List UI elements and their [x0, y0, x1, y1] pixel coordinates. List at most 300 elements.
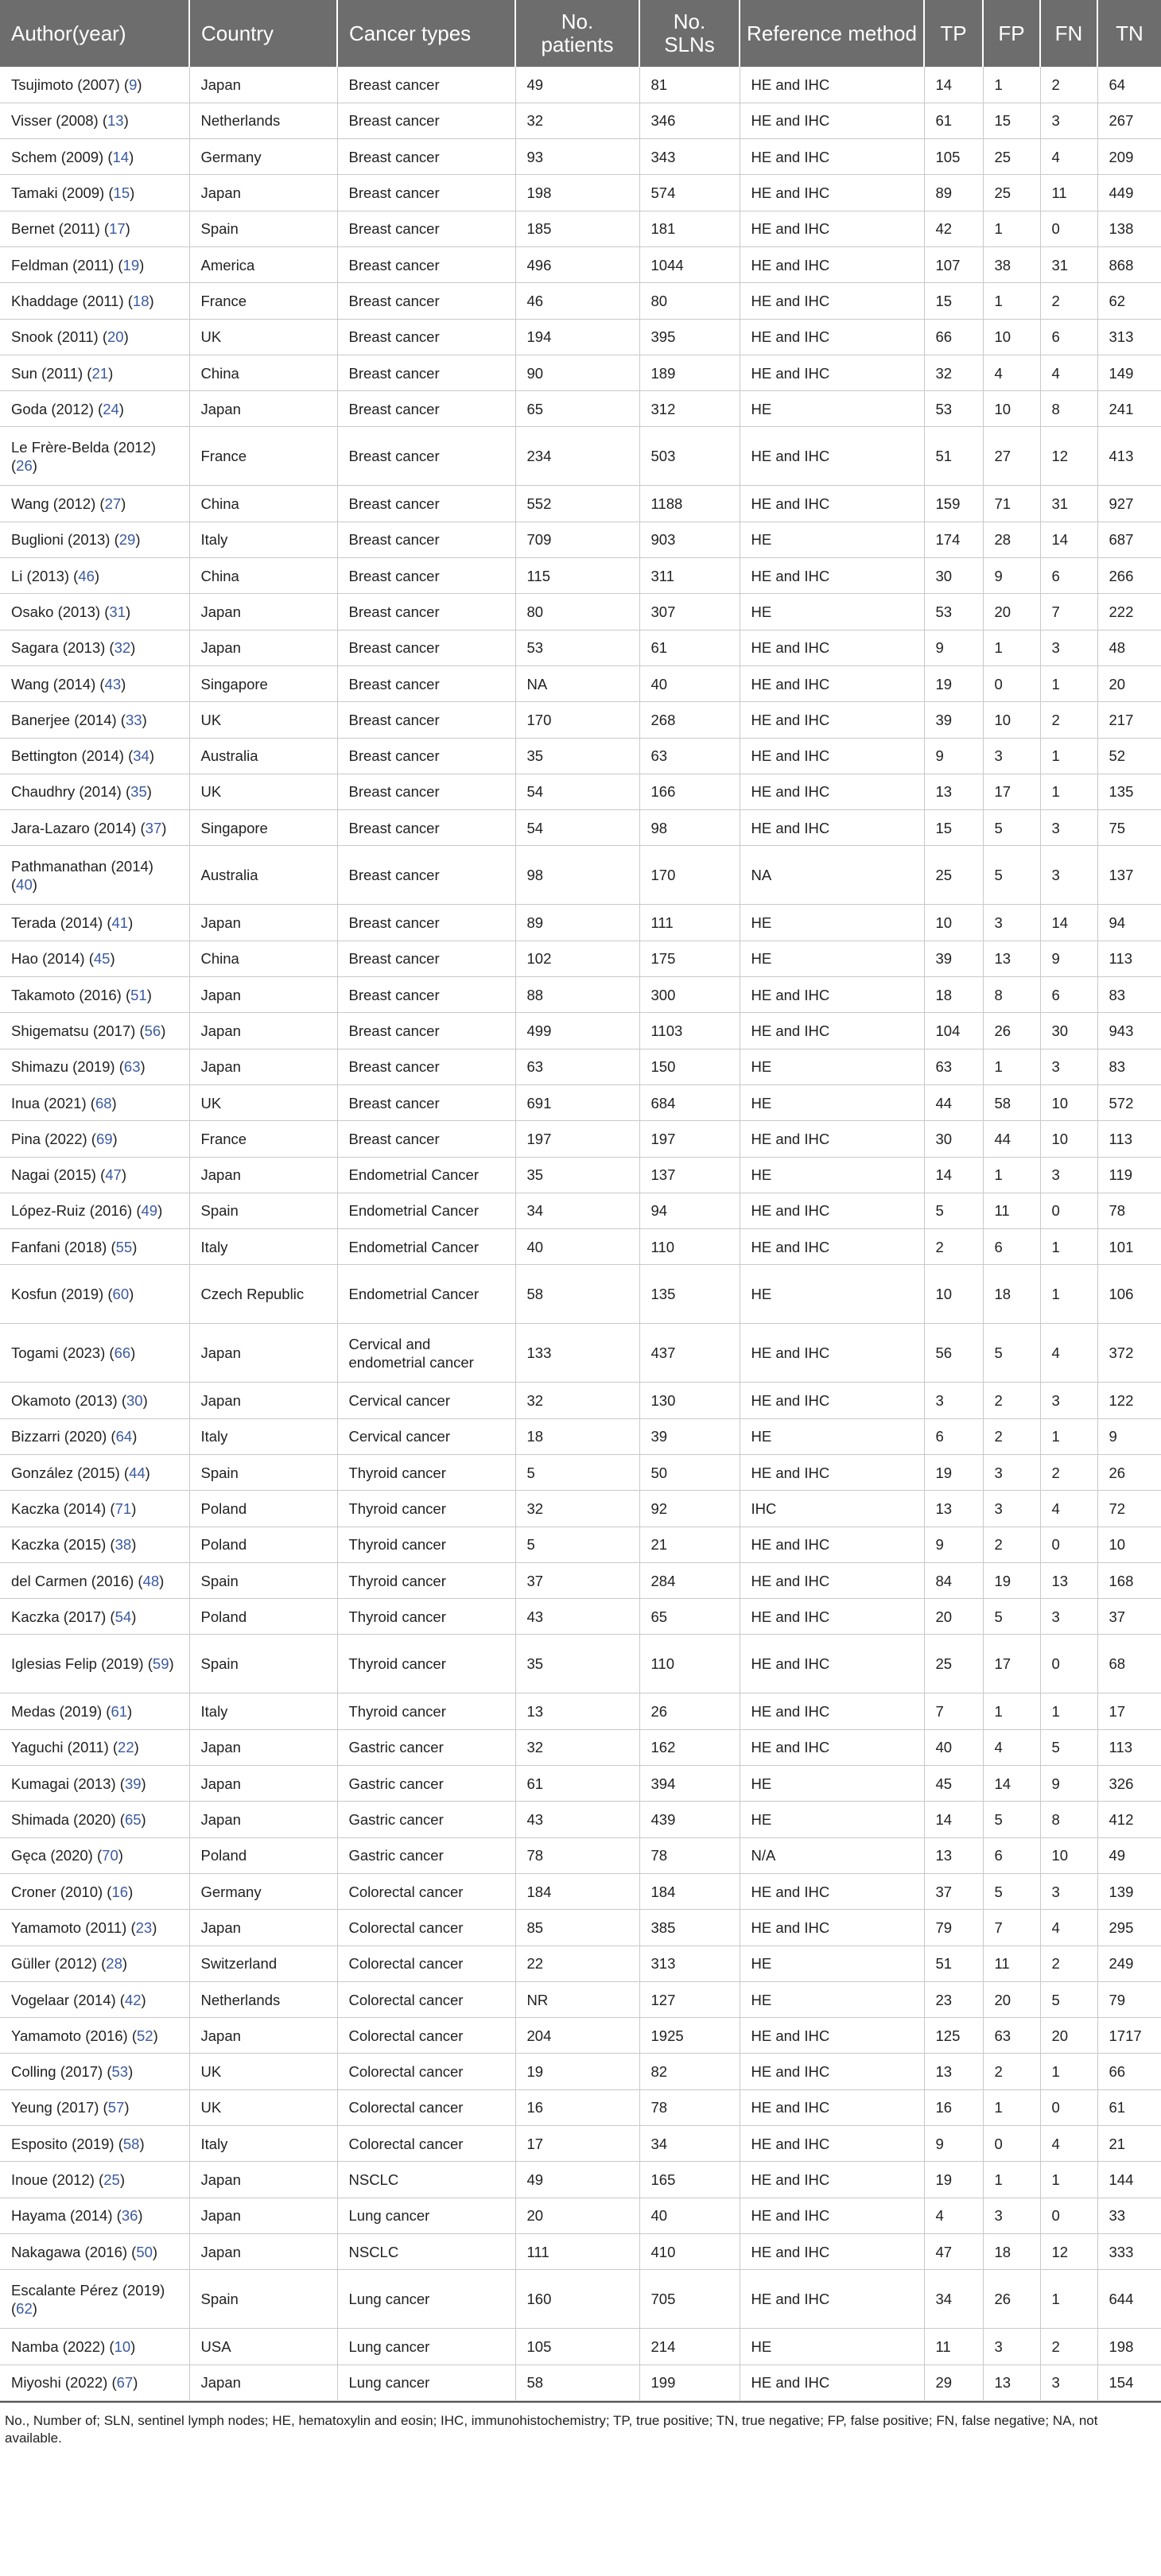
cell-fn: 2: [1040, 702, 1097, 738]
cell-slns: 175: [639, 941, 740, 976]
cell-tp: 45: [924, 1766, 983, 1802]
cell-cancer-type: Breast cancer: [337, 594, 515, 630]
cell-tn: 66: [1097, 2054, 1161, 2089]
reference-link[interactable]: 27: [104, 495, 122, 513]
table-row: [0, 211, 1161, 246]
author-name: Inoue (2012): [11, 2171, 95, 2188]
cell-patients: 19: [515, 2054, 639, 2089]
author-name: Escalante Pérez (2019): [11, 2281, 165, 2299]
cell-tp: 9: [924, 738, 983, 774]
cell-author: Gęca (2020) (70): [0, 1837, 189, 1873]
cell-patients: 198: [515, 175, 639, 211]
header-cancer-types: Cancer types: [337, 0, 515, 67]
reference-link[interactable]: 9: [129, 76, 138, 93]
cell-country: Singapore: [189, 665, 337, 701]
cell-author: Sun (2011) (21): [0, 355, 189, 390]
cell-patients: 691: [515, 1084, 639, 1120]
cell-slns: 684: [639, 1084, 740, 1120]
cell-author: Inua (2021) (68): [0, 1084, 189, 1120]
reference-link[interactable]: 60: [112, 1286, 130, 1303]
cell-tp: 9: [924, 630, 983, 665]
cell-tn: 48: [1097, 630, 1161, 665]
cell-fp: 6: [983, 1229, 1040, 1265]
cell-fn: 3: [1040, 1049, 1097, 1084]
author-name: Bizzarri (2020): [11, 1428, 107, 1445]
cell-fn: 4: [1040, 1491, 1097, 1527]
cell-country: China: [189, 486, 337, 522]
cell-cancer-type: Colorectal cancer: [337, 1910, 515, 1946]
cell-author: Tsujimoto (2007) (9): [0, 67, 189, 103]
cell-country: UK: [189, 2054, 337, 2089]
table-row: [0, 2329, 1161, 2365]
author-name: Tsujimoto (2007): [11, 76, 120, 93]
cell-fp: 10: [983, 391, 1040, 427]
reference-link[interactable]: 58: [122, 2135, 140, 2152]
cell-slns: 268: [639, 702, 740, 738]
cell-patients: 111: [515, 2233, 639, 2269]
cell-tn: 101: [1097, 1229, 1161, 1265]
cell-patients: 32: [515, 103, 639, 138]
cell-tp: 66: [924, 319, 983, 355]
cell-patients: NR: [515, 1981, 639, 2017]
reference-link[interactable]: 45: [93, 950, 111, 968]
cell-cancer-type: Breast cancer: [337, 139, 515, 175]
reference-link[interactable]: 32: [114, 639, 131, 657]
cell-slns: 82: [639, 2054, 740, 2089]
cell-cancer-type: Colorectal cancer: [337, 2054, 515, 2089]
cell-country: UK: [189, 774, 337, 809]
cell-author: Hao (2014) (45): [0, 941, 189, 976]
reference-link[interactable]: 18: [132, 292, 149, 309]
cell-cancer-type: Breast cancer: [337, 558, 515, 594]
author-name: Sun (2011): [11, 364, 83, 382]
cell-reference-method: HE and IHC: [740, 2018, 924, 2054]
cell-reference-method: HE and IHC: [740, 810, 924, 846]
reference-link[interactable]: 21: [91, 364, 109, 382]
author-name: Hao (2014): [11, 950, 85, 968]
cell-country: Japan: [189, 1766, 337, 1802]
cell-fp: 5: [983, 810, 1040, 846]
cell-fp: 63: [983, 2018, 1040, 2054]
table-footnote: No., Number of; SLN, sentinel lymph nodes; HE, hematoxylin and eosin; IHC, immunohistochemistry; TP, true positive; TN, true negative; FP, false positive; FN, false negative; NA, not available.: [0, 2401, 1161, 2447]
table-row: [0, 427, 1161, 486]
cell-fn: 2: [1040, 67, 1097, 103]
reference-link[interactable]: 53: [111, 2063, 129, 2081]
table-row: [0, 2018, 1161, 2054]
cell-cancer-type: Cervical cancer: [337, 1383, 515, 1418]
cell-fp: 5: [983, 1324, 1040, 1383]
cell-author: Khaddage (2011) (18): [0, 283, 189, 319]
cell-fp: 20: [983, 1981, 1040, 2017]
reference-link[interactable]: 42: [124, 1991, 142, 2008]
cell-fp: 2: [983, 1527, 1040, 1562]
cell-fp: 3: [983, 2329, 1040, 2365]
author-name: Güller (2012): [11, 1955, 97, 1973]
cell-tp: 44: [924, 1084, 983, 1120]
cell-patients: 53: [515, 630, 639, 665]
cell-country: Japan: [189, 1910, 337, 1946]
reference-link[interactable]: 25: [103, 2171, 120, 2188]
cell-fp: 1: [983, 2162, 1040, 2198]
cell-author: Iglesias Felip (2019) (59): [0, 1635, 189, 1693]
reference-link[interactable]: 55: [115, 1238, 133, 1255]
cell-fp: 7: [983, 1910, 1040, 1946]
reference-link[interactable]: 30: [126, 1392, 143, 1410]
cell-slns: 165: [639, 2162, 740, 2198]
cell-country: Switzerland: [189, 1946, 337, 1981]
cell-tp: 23: [924, 1981, 983, 2017]
cell-tp: 2: [924, 1229, 983, 1265]
reference-link[interactable]: 46: [78, 567, 95, 584]
table-row: [0, 1873, 1161, 1909]
cell-patients: 496: [515, 246, 639, 282]
reference-link[interactable]: 14: [112, 148, 130, 165]
table-row: [0, 1693, 1161, 1729]
cell-reference-method: HE: [740, 1946, 924, 1981]
author-name: Miyoshi (2022): [11, 2374, 108, 2392]
cell-tn: 72: [1097, 1491, 1161, 1527]
cell-tp: 19: [924, 665, 983, 701]
cell-author: Buglioni (2013) (29): [0, 522, 189, 557]
cell-reference-method: HE and IHC: [740, 1229, 924, 1265]
cell-tn: 249: [1097, 1946, 1161, 1981]
reference-link[interactable]: 31: [109, 603, 126, 620]
reference-link[interactable]: 49: [141, 1202, 158, 1220]
table-row: [0, 1229, 1161, 1265]
cell-fn: 0: [1040, 211, 1097, 246]
cell-tn: 75: [1097, 810, 1161, 846]
cell-slns: 1925: [639, 2018, 740, 2054]
reference-link[interactable]: 20: [107, 328, 124, 346]
cell-cancer-type: Colorectal cancer: [337, 1873, 515, 1909]
cell-cancer-type: Breast cancer: [337, 1121, 515, 1157]
cell-author: Pina (2022) (69): [0, 1121, 189, 1157]
reference-link[interactable]: 33: [125, 711, 142, 728]
reference-link[interactable]: 28: [106, 1955, 122, 1973]
cell-author: Bettington (2014) (34): [0, 738, 189, 774]
reference-link[interactable]: 59: [152, 1655, 169, 1673]
cell-tp: 19: [924, 1455, 983, 1491]
cell-slns: 311: [639, 558, 740, 594]
cell-country: Japan: [189, 977, 337, 1013]
cell-tp: 53: [924, 594, 983, 630]
reference-link[interactable]: 35: [130, 783, 147, 801]
reference-link[interactable]: 56: [144, 1022, 161, 1039]
cell-slns: 197: [639, 1121, 740, 1157]
reference-link[interactable]: 64: [115, 1428, 133, 1445]
cell-fp: 1: [983, 283, 1040, 319]
cell-author: Takamoto (2016) (51): [0, 977, 189, 1013]
cell-reference-method: HE and IHC: [740, 319, 924, 355]
cell-cancer-type: Lung cancer: [337, 2329, 515, 2365]
cell-tp: 11: [924, 2329, 983, 2365]
cell-tp: 6: [924, 1418, 983, 1454]
cell-tn: 198: [1097, 2329, 1161, 2365]
cell-patients: 43: [515, 1802, 639, 1837]
reference-link[interactable]: 17: [109, 220, 126, 238]
cell-author: Kaczka (2014) (71): [0, 1491, 189, 1527]
reference-link[interactable]: 41: [111, 914, 129, 932]
table-row: [0, 2365, 1161, 2400]
reference-link[interactable]: 62: [16, 2299, 33, 2317]
table-body: [0, 67, 1161, 2400]
reference-link[interactable]: 70: [102, 1847, 118, 1864]
cell-tp: 13: [924, 1837, 983, 1873]
cell-tp: 42: [924, 211, 983, 246]
cell-reference-method: HE and IHC: [740, 1729, 924, 1765]
table-row: [0, 1981, 1161, 2017]
header-slns: No. SLNs: [639, 0, 740, 67]
cell-reference-method: HE and IHC: [740, 1635, 924, 1693]
cell-tp: 107: [924, 246, 983, 282]
cell-reference-method: HE and IHC: [740, 1910, 924, 1946]
cell-author: López-Ruiz (2016) (49): [0, 1193, 189, 1228]
reference-link[interactable]: 19: [122, 256, 140, 274]
cell-cancer-type: Gastric cancer: [337, 1766, 515, 1802]
cell-fn: 8: [1040, 391, 1097, 427]
reference-link[interactable]: 51: [130, 986, 147, 1003]
cell-fp: 0: [983, 2126, 1040, 2162]
cell-fn: 11: [1040, 175, 1097, 211]
cell-fn: 7: [1040, 594, 1097, 630]
cell-fn: 20: [1040, 2018, 1097, 2054]
reference-link[interactable]: 22: [118, 1739, 134, 1756]
cell-author: Escalante Pérez (2019) (62): [0, 2270, 189, 2329]
table-row: [0, 522, 1161, 557]
table-row: [0, 738, 1161, 774]
reference-link[interactable]: 71: [115, 1499, 132, 1517]
cell-tn: 1717: [1097, 2018, 1161, 2054]
table-row: [0, 1084, 1161, 1120]
cell-fp: 10: [983, 319, 1040, 355]
cell-cancer-type: Gastric cancer: [337, 1802, 515, 1837]
cell-patients: 90: [515, 355, 639, 390]
table-row: [0, 391, 1161, 427]
cell-patients: 499: [515, 1013, 639, 1049]
cell-patients: 40: [515, 1229, 639, 1265]
cell-patients: 61: [515, 1766, 639, 1802]
cell-slns: 166: [639, 774, 740, 809]
cell-slns: 81: [639, 67, 740, 103]
cell-reference-method: N/A: [740, 1837, 924, 1873]
reference-link[interactable]: 38: [115, 1536, 132, 1554]
cell-tp: 9: [924, 2126, 983, 2162]
author-name: Pina (2022): [11, 1130, 87, 1147]
reference-link[interactable]: 48: [142, 1572, 160, 1589]
cell-patients: 46: [515, 283, 639, 319]
reference-link[interactable]: 26: [16, 456, 33, 474]
cell-cancer-type: Breast cancer: [337, 522, 515, 557]
cell-cancer-type: Lung cancer: [337, 2270, 515, 2329]
cell-patients: 80: [515, 594, 639, 630]
author-name: Wang (2014): [11, 675, 96, 692]
cell-fn: 4: [1040, 139, 1097, 175]
cell-reference-method: HE and IHC: [740, 558, 924, 594]
cell-country: Poland: [189, 1837, 337, 1873]
cell-patients: 32: [515, 1383, 639, 1418]
cell-tn: 412: [1097, 1802, 1161, 1837]
reference-link[interactable]: 39: [124, 1775, 142, 1792]
cell-patients: 115: [515, 558, 639, 594]
cell-author: Sagara (2013) (32): [0, 630, 189, 665]
cell-fp: 25: [983, 139, 1040, 175]
reference-link[interactable]: 24: [103, 400, 119, 417]
author-name: Le Frère-Belda (2012): [11, 438, 157, 456]
cell-patients: NA: [515, 665, 639, 701]
table-row: [0, 2233, 1161, 2269]
cell-patients: 5: [515, 1455, 639, 1491]
reference-link[interactable]: 52: [137, 2027, 153, 2044]
cell-tn: 168: [1097, 1562, 1161, 1598]
cell-cancer-type: Colorectal cancer: [337, 2126, 515, 2162]
reference-link[interactable]: 65: [124, 1811, 142, 1829]
reference-link[interactable]: 63: [123, 1058, 141, 1076]
cell-patients: 709: [515, 522, 639, 557]
reference-link[interactable]: 34: [133, 747, 149, 765]
reference-link[interactable]: 40: [16, 875, 33, 893]
cell-author: Kumagai (2013) (39): [0, 1766, 189, 1802]
cell-slns: 199: [639, 2365, 740, 2400]
cell-fp: 11: [983, 1193, 1040, 1228]
cell-cancer-type: Breast cancer: [337, 486, 515, 522]
cell-tp: 13: [924, 1491, 983, 1527]
reference-link[interactable]: 15: [113, 184, 130, 202]
cell-fn: 31: [1040, 486, 1097, 522]
author-name: Togami (2023): [11, 1344, 106, 1362]
cell-patients: 18: [515, 1418, 639, 1454]
cell-cancer-type: Colorectal cancer: [337, 1946, 515, 1981]
cell-patients: 184: [515, 1873, 639, 1909]
author-name: Yamamoto (2016): [11, 2027, 128, 2044]
cell-fp: 38: [983, 246, 1040, 282]
cell-fp: 9: [983, 558, 1040, 594]
cell-reference-method: HE and IHC: [740, 1013, 924, 1049]
cell-patients: 20: [515, 2198, 639, 2233]
cell-slns: 439: [639, 1802, 740, 1837]
cell-tn: 83: [1097, 977, 1161, 1013]
cell-fp: 17: [983, 774, 1040, 809]
reference-link[interactable]: 50: [136, 2243, 153, 2260]
cell-author: Jara-Lazaro (2014) (37): [0, 810, 189, 846]
table-row: [0, 665, 1161, 701]
header-author: Author(year): [0, 0, 189, 67]
table-row: [0, 905, 1161, 941]
cell-reference-method: HE and IHC: [740, 702, 924, 738]
author-name: Fanfani (2018): [11, 1238, 107, 1255]
cell-author: Inoue (2012) (25): [0, 2162, 189, 2198]
cell-slns: 50: [639, 1455, 740, 1491]
reference-link[interactable]: 69: [95, 1130, 113, 1147]
reference-link[interactable]: 36: [121, 2207, 138, 2225]
cell-fp: 26: [983, 1013, 1040, 1049]
reference-link[interactable]: 61: [111, 1703, 128, 1721]
cell-country: Japan: [189, 1013, 337, 1049]
author-name: Hayama (2014): [11, 2207, 113, 2225]
author-name: Vogelaar (2014): [11, 1991, 116, 2008]
cell-cancer-type: Thyroid cancer: [337, 1635, 515, 1693]
cell-author: Terada (2014) (41): [0, 905, 189, 941]
reference-link[interactable]: 23: [135, 1918, 153, 1936]
cell-slns: 574: [639, 175, 740, 211]
cell-slns: 63: [639, 738, 740, 774]
table-row: [0, 846, 1161, 905]
cell-fp: 1: [983, 1157, 1040, 1193]
cell-fp: 18: [983, 2233, 1040, 2269]
reference-link[interactable]: 66: [114, 1344, 131, 1362]
cell-country: Czech Republic: [189, 1265, 337, 1324]
reference-link[interactable]: 37: [145, 819, 162, 836]
table-row: [0, 702, 1161, 738]
table-row: [0, 941, 1161, 976]
cell-patients: 5: [515, 1527, 639, 1562]
author-name: Kaczka (2015): [11, 1536, 107, 1554]
cell-reference-method: HE and IHC: [740, 1527, 924, 1562]
cell-patients: 34: [515, 1193, 639, 1228]
cell-patients: 88: [515, 977, 639, 1013]
cell-cancer-type: Cervical cancer: [337, 1418, 515, 1454]
cell-cancer-type: Breast cancer: [337, 846, 515, 905]
reference-link[interactable]: 43: [104, 675, 122, 692]
cell-author: Tamaki (2009) (15): [0, 175, 189, 211]
author-name: Goda (2012): [11, 400, 94, 417]
cell-slns: 189: [639, 355, 740, 390]
cell-tn: 122: [1097, 1383, 1161, 1418]
cell-tn: 64: [1097, 67, 1161, 103]
reference-link[interactable]: 47: [105, 1166, 122, 1184]
cell-fn: 6: [1040, 558, 1097, 594]
cell-reference-method: HE and IHC: [740, 103, 924, 138]
author-name: Kaczka (2014): [11, 1499, 107, 1517]
reference-link[interactable]: 67: [116, 2374, 134, 2392]
cell-author: Yamamoto (2016) (52): [0, 2018, 189, 2054]
table-row: [0, 1193, 1161, 1228]
cell-cancer-type: Breast cancer: [337, 283, 515, 319]
author-name: Yaguchi (2011): [11, 1739, 109, 1756]
cell-country: China: [189, 558, 337, 594]
table-row: [0, 1324, 1161, 1383]
cell-patients: 552: [515, 486, 639, 522]
author-name: Tamaki (2009): [11, 184, 105, 202]
reference-link[interactable]: 16: [111, 1883, 129, 1900]
cell-author: Nagai (2015) (47): [0, 1157, 189, 1193]
cell-slns: 150: [639, 1049, 740, 1084]
table-row: [0, 1837, 1161, 1873]
cell-author: Colling (2017) (53): [0, 2054, 189, 2089]
cell-fn: 1: [1040, 665, 1097, 701]
reference-link[interactable]: 13: [107, 112, 124, 130]
reference-link[interactable]: 68: [95, 1094, 112, 1111]
cell-patients: 35: [515, 1157, 639, 1193]
cell-reference-method: HE and IHC: [740, 665, 924, 701]
reference-link[interactable]: 29: [118, 531, 136, 549]
table-row: [0, 1121, 1161, 1157]
cell-patients: 65: [515, 391, 639, 427]
cell-tp: 18: [924, 977, 983, 1013]
cell-slns: 111: [639, 905, 740, 941]
cell-patients: 32: [515, 1491, 639, 1527]
author-name: Snook (2011): [11, 328, 99, 346]
cell-patients: 102: [515, 941, 639, 976]
reference-link[interactable]: 57: [107, 2099, 125, 2116]
reference-link[interactable]: 44: [129, 1464, 146, 1481]
cell-tn: 313: [1097, 319, 1161, 355]
author-name: Jara-Lazaro (2014): [11, 819, 137, 836]
cell-country: Japan: [189, 2162, 337, 2198]
cell-tp: 63: [924, 1049, 983, 1084]
cell-tp: 7: [924, 1693, 983, 1729]
reference-link[interactable]: 10: [114, 2337, 131, 2355]
reference-link[interactable]: 54: [115, 1608, 132, 1625]
